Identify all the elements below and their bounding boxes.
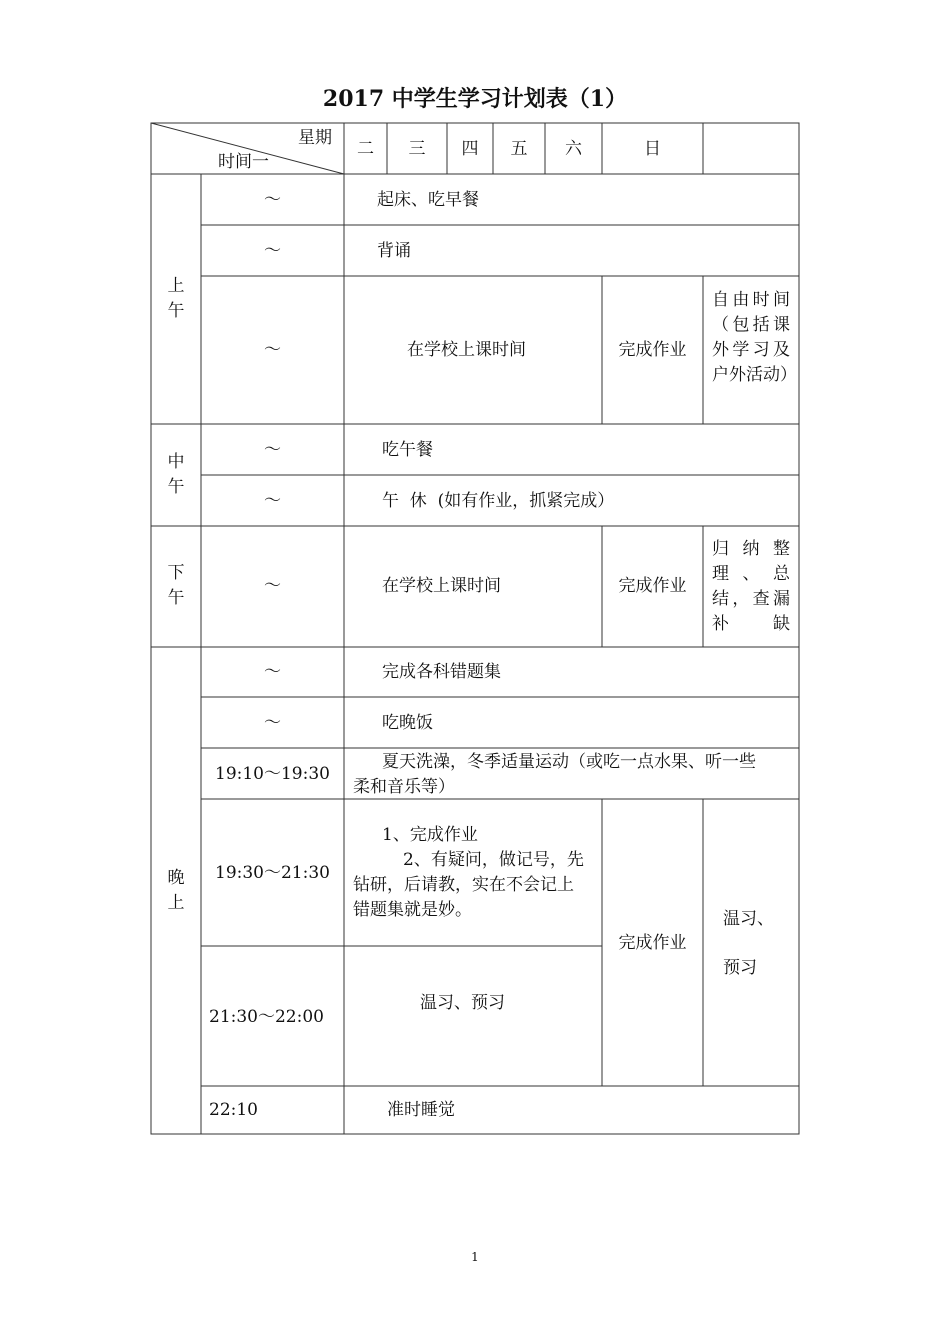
day-wed: 三 [408, 139, 426, 159]
time-cell: ～ [264, 576, 281, 596]
time-cell: ～ [264, 190, 281, 210]
activity-cell: 柔和音乐等） [353, 777, 455, 797]
activity-cell: 吃晚饭 [382, 713, 433, 733]
day-tue: 二 [357, 139, 374, 159]
time-cell: ～ [264, 491, 281, 511]
day-thu: 四 [461, 139, 479, 159]
time-cell: 21:30～22:00 [209, 1007, 324, 1027]
page-title: 2017 中学生学习计划表（1） [322, 86, 628, 112]
period-noon: 中午 [167, 452, 185, 497]
activity-cell: 温习、预习 [420, 993, 505, 1013]
time-cell: ～ [264, 340, 281, 360]
activity-cell: 钻研，后请教，实在不会记上 [353, 875, 574, 895]
sunday-cell: 预习 [723, 958, 757, 978]
sunday-cell: 自由时间（包括课外学习及户外活动） [712, 290, 797, 385]
header-time-label: 时间一 [218, 152, 269, 172]
activity-cell: 错题集就是妙。 [353, 900, 472, 920]
time-cell: 19:30～21:30 [215, 863, 330, 883]
day-sun: 日 [644, 139, 661, 159]
saturday-cell: 完成作业 [618, 933, 687, 953]
time-cell: ～ [264, 713, 281, 733]
header-weekday-label: 星期 [298, 128, 332, 148]
activity-cell: 在学校上课时间 [407, 340, 526, 360]
page-number: 1 [471, 1250, 479, 1264]
time-cell: ～ [264, 440, 281, 460]
day-fri: 五 [510, 139, 528, 159]
activity-cell: 夏天洗澡，冬季适量运动（或吃一点水果、听一些 [382, 752, 756, 772]
activity-cell: 午 休 (如有作业，抓紧完成） [382, 491, 615, 511]
activity-cell: 在学校上课时间 [382, 576, 501, 596]
activity-cell: 准时睡觉 [387, 1100, 455, 1120]
time-cell: ～ [264, 241, 281, 261]
time-cell: 19:10～19:30 [215, 764, 330, 784]
activity-cell: 吃午餐 [382, 440, 433, 460]
activity-cell: 完成各科错题集 [382, 662, 501, 682]
saturday-cell: 完成作业 [618, 576, 687, 596]
period-morning: 上午 [167, 276, 185, 321]
period-evening: 晚上 [167, 868, 185, 913]
time-cell: ～ [264, 662, 281, 682]
saturday-cell: 完成作业 [618, 340, 687, 360]
activity-cell: 起床、吃早餐 [377, 190, 479, 210]
day-sat: 六 [565, 139, 582, 159]
time-cell: 22:10 [209, 1100, 258, 1120]
sunday-cell: 归纳整理、总结，查漏补缺 [712, 539, 790, 634]
sunday-cell: 温习、 [723, 909, 774, 929]
activity-cell: 背诵 [377, 241, 411, 261]
activity-cell: 2、有疑问，做记号，先 [403, 850, 584, 870]
activity-cell: 1、完成作业 [382, 825, 478, 845]
period-afternoon: 下午 [167, 563, 185, 608]
